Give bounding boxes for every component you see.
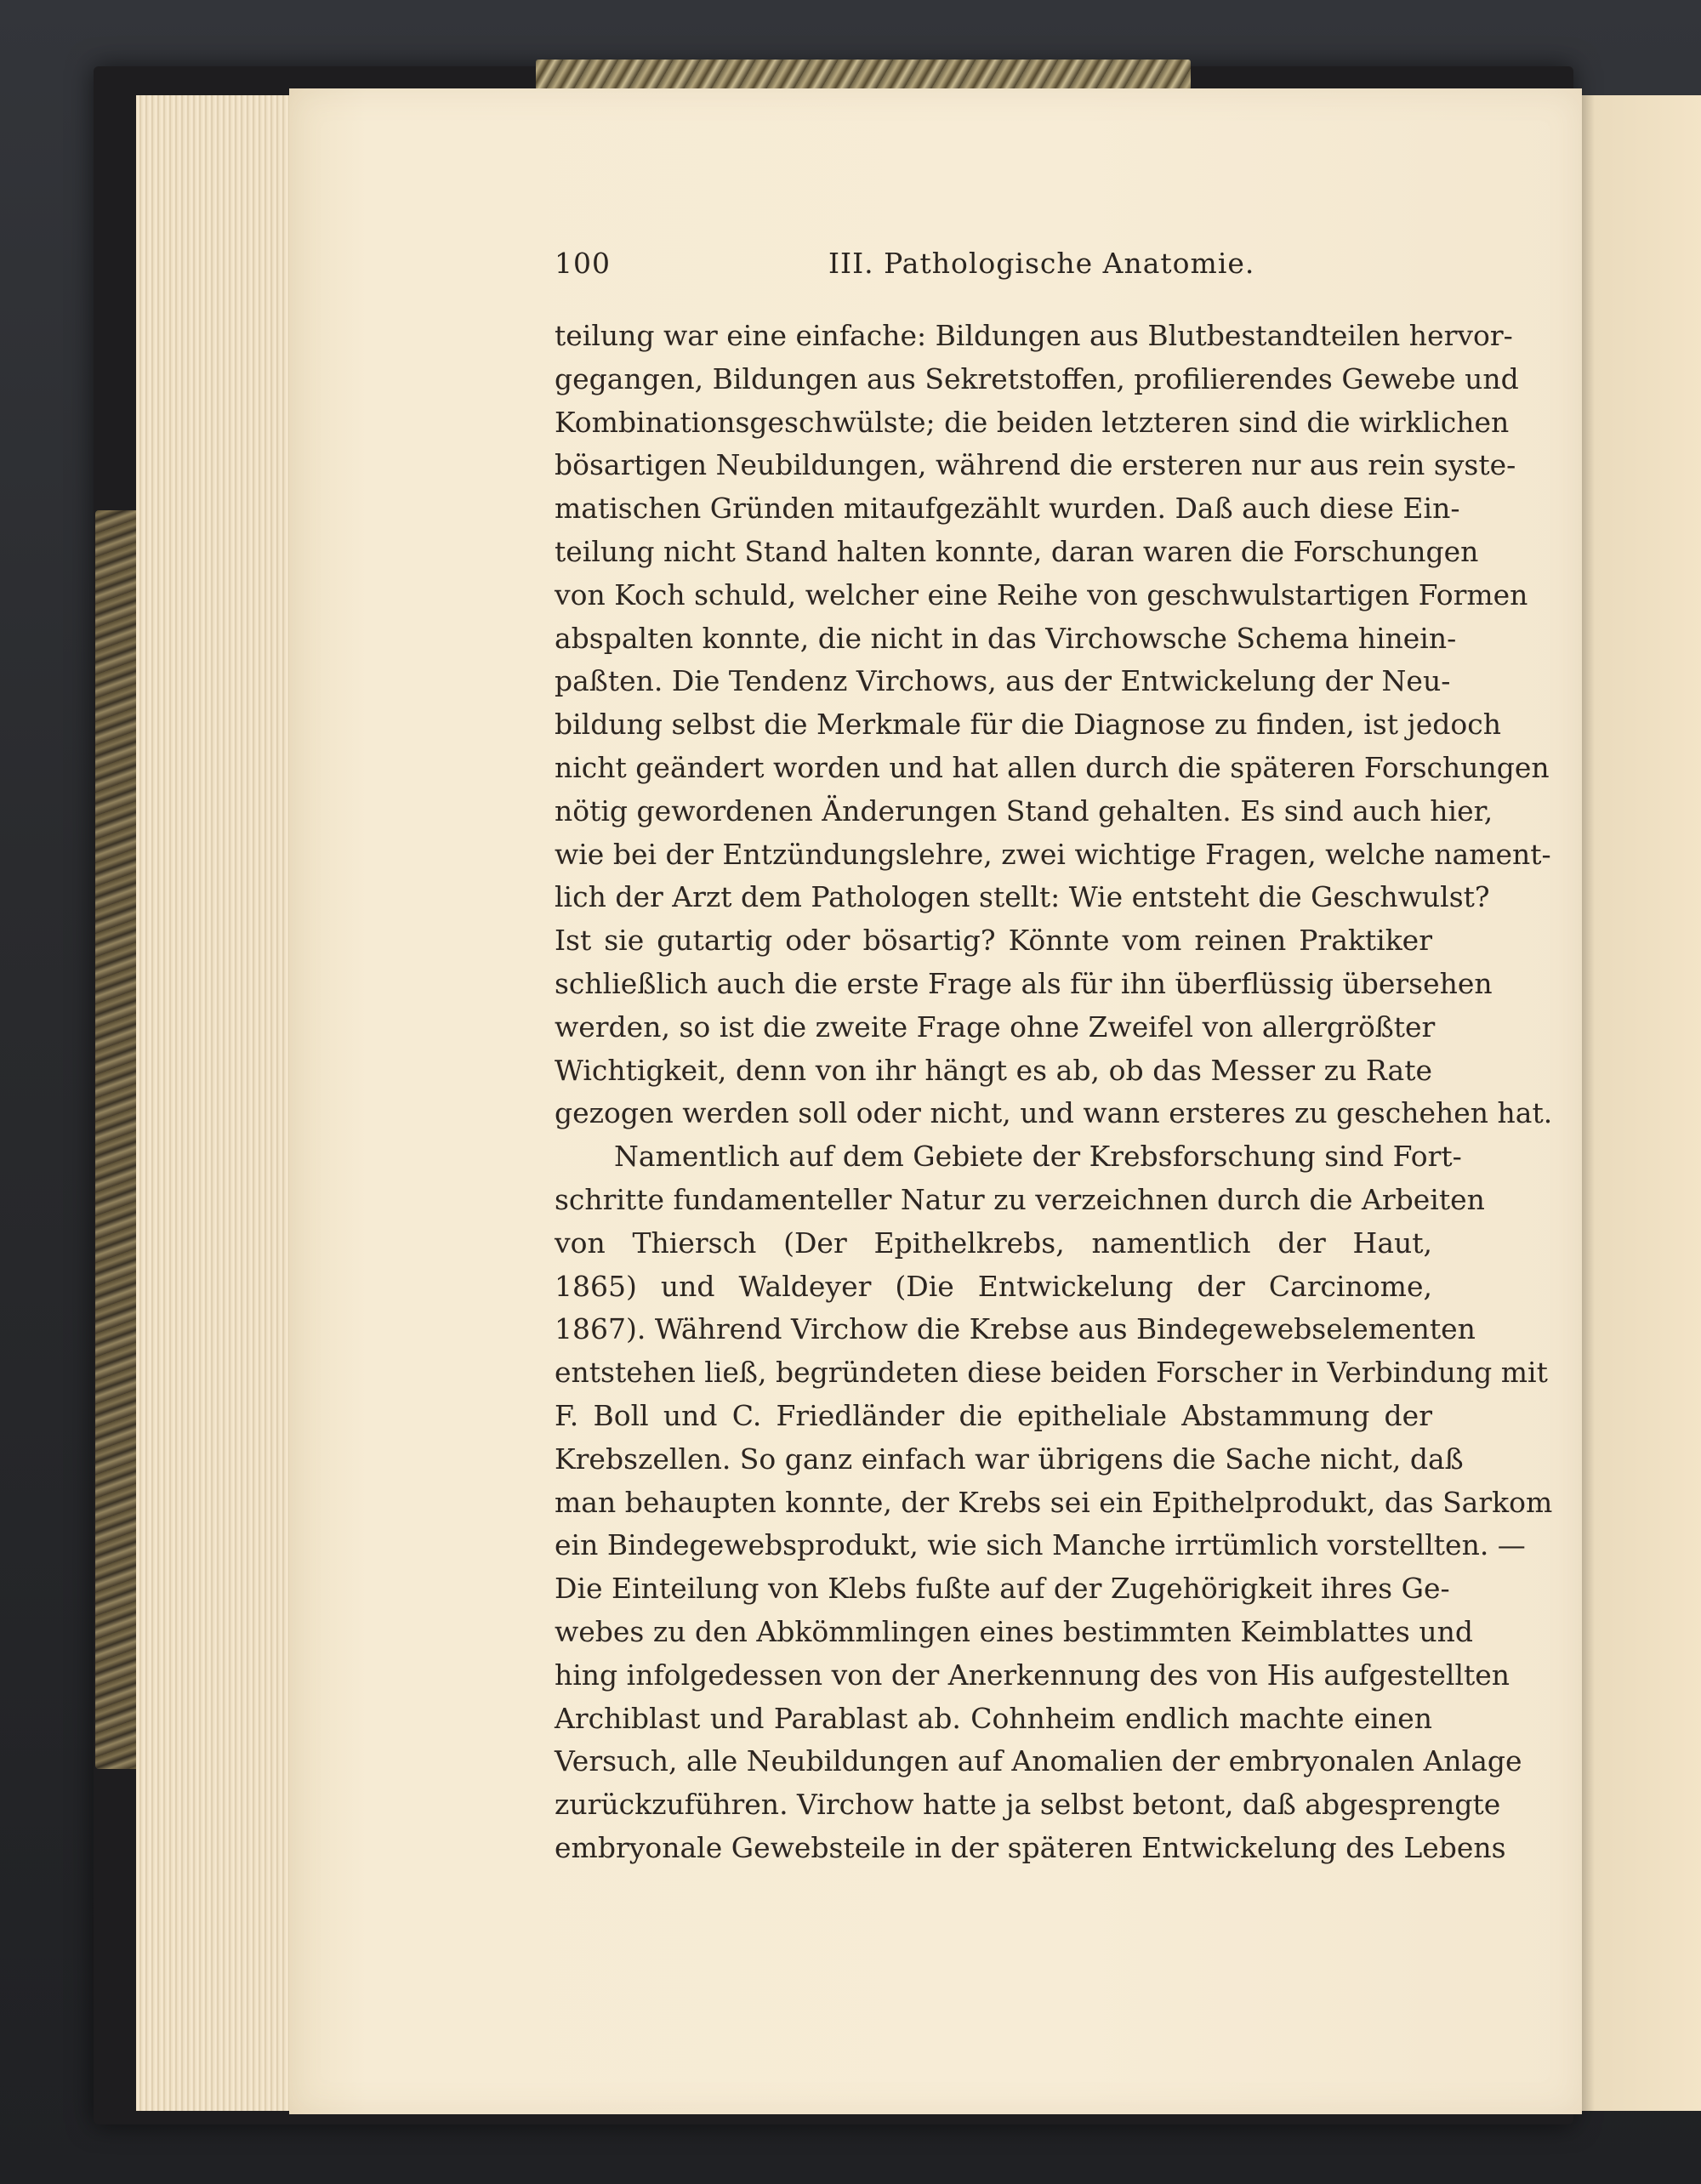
- text-line: embryonale Gewebsteile in der späteren Entwickelung des Lebens: [555, 1830, 1506, 1864]
- text-line: bildung selbst die Merkmale für die Diagnose zu finden, ist jedoch: [555, 708, 1501, 742]
- text-line: matischen Gründen mitaufgezählt wurden. Daß auch diese Ein-: [555, 492, 1460, 526]
- text-line: Versuch, alle Neubildungen auf Anomalien der embryonalen Anlage: [555, 1744, 1522, 1778]
- text-line: Kombinationsgeschwülste; die beiden letzteren sind die wirklichen: [555, 405, 1510, 439]
- text-line: 1865) und Waldeyer (Die Entwickelung der Carcinome,: [555, 1269, 1432, 1303]
- text-line: man behaupten konnte, der Krebs sei ein Epithelprodukt, das Sarkom: [555, 1485, 1553, 1519]
- text-line: gezogen werden soll oder nicht, und wann ersteres zu geschehen hat.: [555, 1096, 1553, 1130]
- text-line: teilung nicht Stand halten konnte, daran waren die Forschungen: [555, 534, 1479, 568]
- text-line: Namentlich auf dem Gebiete der Krebsforschung sind Fort-: [614, 1140, 1462, 1174]
- text-line: wie bei der Entzündungslehre, zwei wichtige Fragen, welche nament-: [555, 837, 1551, 871]
- text-line: schließlich auch die erste Frage als für ihn überflüssig übersehen: [555, 966, 1493, 1000]
- marbled-band: [536, 60, 1191, 90]
- text-line: teilung war eine einfache: Bildungen aus Blutbestandteilen hervor-: [555, 319, 1513, 352]
- text-line: Wichtigkeit, denn von ihr hängt es ab, ob das Messer zu Rate: [555, 1053, 1432, 1087]
- text-line: Die Einteilung von Klebs fußte auf der Zugehörigkeit ihres Ge-: [555, 1572, 1450, 1606]
- text-line: werden, so ist die zweite Frage ohne Zweifel von allergrößter: [555, 1010, 1436, 1044]
- text-line: gegangen, Bildungen aus Sekretstoffen, profilierendes Gewebe und: [555, 361, 1519, 395]
- text-line: von Thiersch (Der Epithelkrebs, namentlich der Haut,: [555, 1226, 1432, 1260]
- text-line: 1867). Während Virchow die Krebse aus Bindegewebselementen: [555, 1312, 1476, 1346]
- text-line: webes zu den Abkömmlingen eines bestimmten Keimblattes und: [555, 1614, 1473, 1648]
- text-line: ein Bindegewebsprodukt, wie sich Manche irrtümlich vorstellten. —: [555, 1528, 1526, 1562]
- text-line: nötig gewordenen Änderungen Stand gehalten. Es sind auch hier,: [555, 793, 1493, 828]
- text-line: F. Boll und C. Friedländer die epitheliale Abstammung der: [555, 1398, 1432, 1432]
- facing-page-edge: [1580, 95, 1701, 2111]
- text-line: entstehen ließ, begründeten diese beiden Forscher in Verbindung mit: [555, 1356, 1548, 1390]
- text-line: paßten. Die Tendenz Virchows, aus der Entwickelung der Neu-: [555, 664, 1451, 698]
- text-line: hing infolgedessen von der Anerkennung des von His aufgestellten: [555, 1658, 1510, 1692]
- text-line: lich der Arzt dem Pathologen stellt: Wie entsteht die Geschwulst?: [555, 880, 1490, 914]
- body-text: [555, 315, 1553, 1870]
- running-head: [555, 247, 1439, 287]
- text-line: abspalten konnte, die nicht in das Virchowsche Schema hinein-: [555, 621, 1457, 655]
- text-line: zurückzuführen. Virchow hatte ja selbst betont, daß abgesprengte: [555, 1788, 1501, 1822]
- text-line: schritte fundamenteller Natur zu verzeichnen durch die Arbeiten: [555, 1182, 1485, 1216]
- text-line: von Koch schuld, welcher eine Reihe von geschwulstartigen Formen: [555, 577, 1528, 611]
- text-line: Ist sie gutartig oder bösartig? Könnte vom reinen Praktiker: [555, 924, 1432, 958]
- text-line: bösartigen Neubildungen, während die ersteren nur aus rein syste-: [555, 448, 1516, 482]
- page-number: 100: [555, 247, 611, 280]
- chapter-title: III. Pathologische Anatomie.: [828, 247, 1255, 280]
- text-line: Krebszellen. So ganz einfach war übrigens die Sache nicht, daß: [555, 1442, 1464, 1476]
- text-line: nicht geändert worden und hat allen durch die späteren Forschungen: [555, 750, 1550, 784]
- page-block-edges: [136, 95, 291, 2111]
- text-line: Archiblast und Parablast ab. Cohnheim endlich machte einen: [555, 1701, 1432, 1735]
